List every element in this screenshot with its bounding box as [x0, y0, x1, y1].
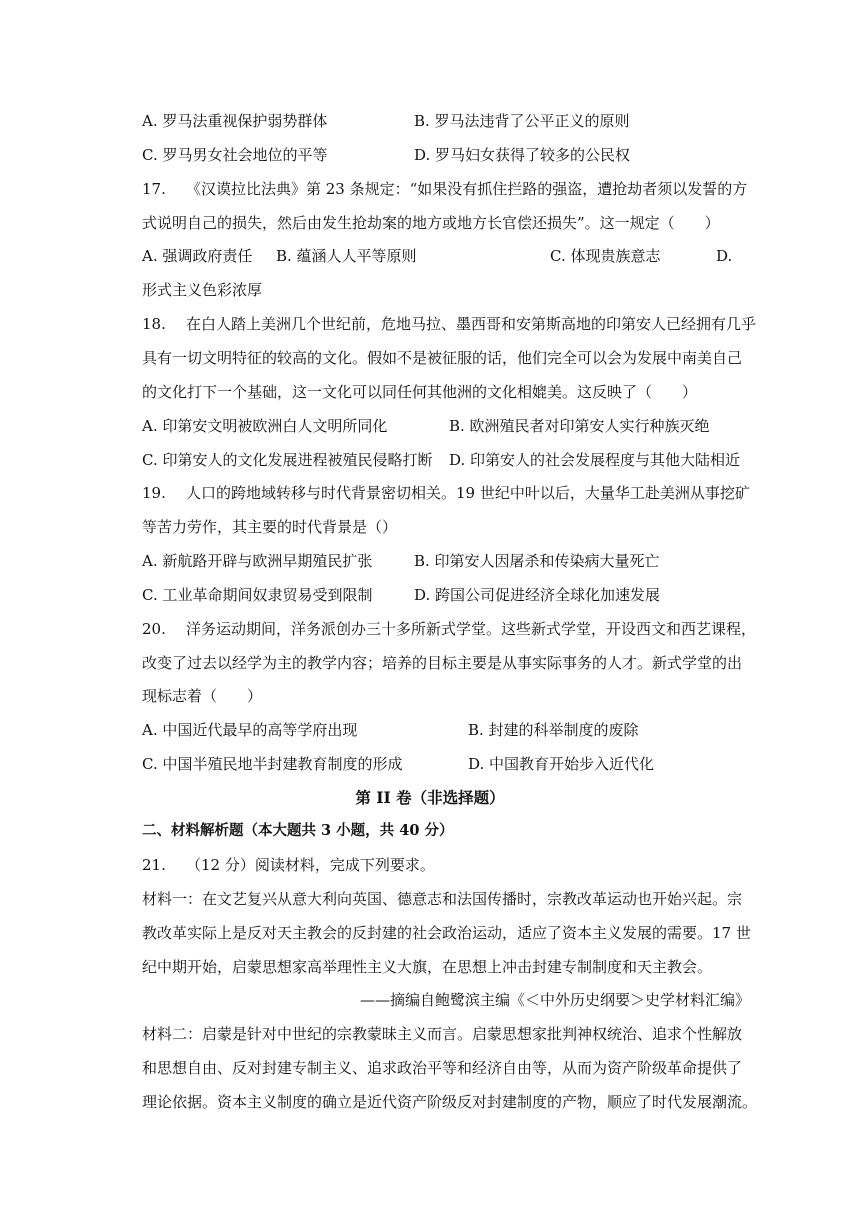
q21-material1-line3: 纪中期开始，启蒙思想家高举理性主义大旗，在思想上冲击封建专制制度和天主教会。	[142, 958, 713, 976]
q18-option-c: C. 印第安人的文化发展进程被殖民侵略打断	[142, 451, 433, 469]
q17-option-b: B. 蕴涵人人平等原则	[276, 247, 417, 265]
q21-material1-source: ——摘编自鲍鹭滨主编《＜中外历史纲要＞史学材料汇编》	[359, 991, 750, 1009]
q21-material2-line1: 材料二：启蒙是针对中世纪的宗教蒙昧主义而言。启蒙思想家批判神权统治、追求个性解放	[142, 1025, 743, 1043]
q18-stem-line1: 在白人踏上美洲几个世纪前，危地马拉、墨西哥和安第斯高地的印第安人已经拥有几乎	[186, 315, 757, 333]
q16-option-c: C. 罗马男女社会地位的平等	[142, 146, 328, 164]
q19-stem-line2: 等苦力劳作，其主要的时代背景是（）	[142, 518, 398, 536]
q20-option-d: D. 中国教育开始步入近代化	[468, 755, 655, 773]
q17-option-a: A. 强调政府责任	[142, 247, 253, 265]
q17-stem-line2: 式说明自己的损失，然后由发生抢劫案的地方或地方长官偿还损失”。这一规定（ ）	[142, 214, 720, 232]
q16-option-a: A. 罗马法重视保护弱势群体	[142, 112, 328, 130]
q16-option-b: B. 罗马法违背了公平正义的原则	[414, 112, 630, 130]
q21-intro: （12 分）阅读材料，完成下列要求。	[186, 856, 435, 874]
q17-stem-line1: 《汉谟拉比法典》第 23 条规定：“如果没有抓住拦路的强盗，遭抢劫者须以发誓的方	[186, 180, 748, 198]
q21-material1-line1: 材料一：在文艺复兴从意大利向英国、德意志和法国传播时，宗教改革运动也开始兴起。宗	[142, 890, 743, 908]
q18-number: 18.	[142, 315, 166, 333]
q20-option-c: C. 中国半殖民地半封建教育制度的形成	[142, 755, 403, 773]
q18-option-a: A. 印第安文明被欧洲白人文明所同化	[142, 417, 388, 435]
q20-number: 20.	[142, 620, 166, 638]
q19-option-c: C. 工业革命期间奴隶贸易受到限制	[142, 586, 373, 604]
q20-stem-line3: 现标志着（ ）	[142, 687, 263, 705]
q20-stem-line2: 改变了过去以经学为主的教学内容；培养的目标主要是从事实际事务的人才。新式学堂的出	[142, 654, 743, 672]
part2-title: 第 II 卷（非选择题）	[355, 788, 505, 807]
q19-option-d: D. 跨国公司促进经济全球化加速发展	[414, 586, 661, 604]
q21-number: 21.	[142, 856, 166, 874]
q19-option-b: B. 印第安人因屠杀和传染病大量死亡	[414, 552, 660, 570]
q17-option-c: C. 体现贵族意志	[550, 247, 661, 265]
q20-option-b: B. 封建的科举制度的废除	[468, 721, 639, 739]
q18-option-d: D. 印第安人的社会发展程度与其他大陆相近	[449, 451, 741, 469]
q19-option-a: A. 新航路开辟与欧洲早期殖民扩张	[142, 552, 373, 570]
q16-option-d: D. 罗马妇女获得了较多的公民权	[414, 146, 631, 164]
q19-stem-line1: 人口的跨地域转移与时代背景密切相关。19 世纪中叶以后，大量华工赴美洲从事挖矿	[186, 484, 750, 502]
q21-material2-line3: 理论依据。资本主义制度的确立是近代资产阶级反对封建制度的产物，顺应了时代发展潮流。	[142, 1093, 758, 1111]
q21-material1-line2: 教改革实际上是反对天主教会的反封建的社会政治运动，适应了资本主义发展的需要。17 世	[142, 924, 751, 942]
section-heading: 二、材料解析题（本大题共 3 小题，共 40 分）	[142, 822, 454, 839]
q21-material2-line2: 和思想自由、反对封建专制主义、追求政治平等和经济自由等，从而为资产阶级革命提供了	[142, 1059, 743, 1077]
q20-option-a: A. 中国近代最早的高等学府出现	[142, 721, 358, 739]
q18-stem-line3: 的文化打下一个基础，这一文化可以同任何其他洲的文化相媲美。这反映了（ ）	[142, 383, 698, 401]
q20-stem-line1: 洋务运动期间，洋务派创办三十多所新式学堂。这些新式学堂，开设西文和西艺课程，	[186, 620, 757, 638]
q19-number: 19.	[142, 484, 166, 502]
q17-option-d-text: 形式主义色彩浓厚	[142, 281, 263, 299]
q17-option-d: D.	[716, 247, 733, 265]
q18-option-b: B. 欧洲殖民者对印第安人实行种族灭绝	[449, 417, 710, 435]
q17-number: 17.	[142, 180, 166, 198]
q18-stem-line2: 具有一切文明特征的较高的文化。假如不是被征服的话，他们完全可以会为发展中南美自己	[142, 349, 743, 367]
